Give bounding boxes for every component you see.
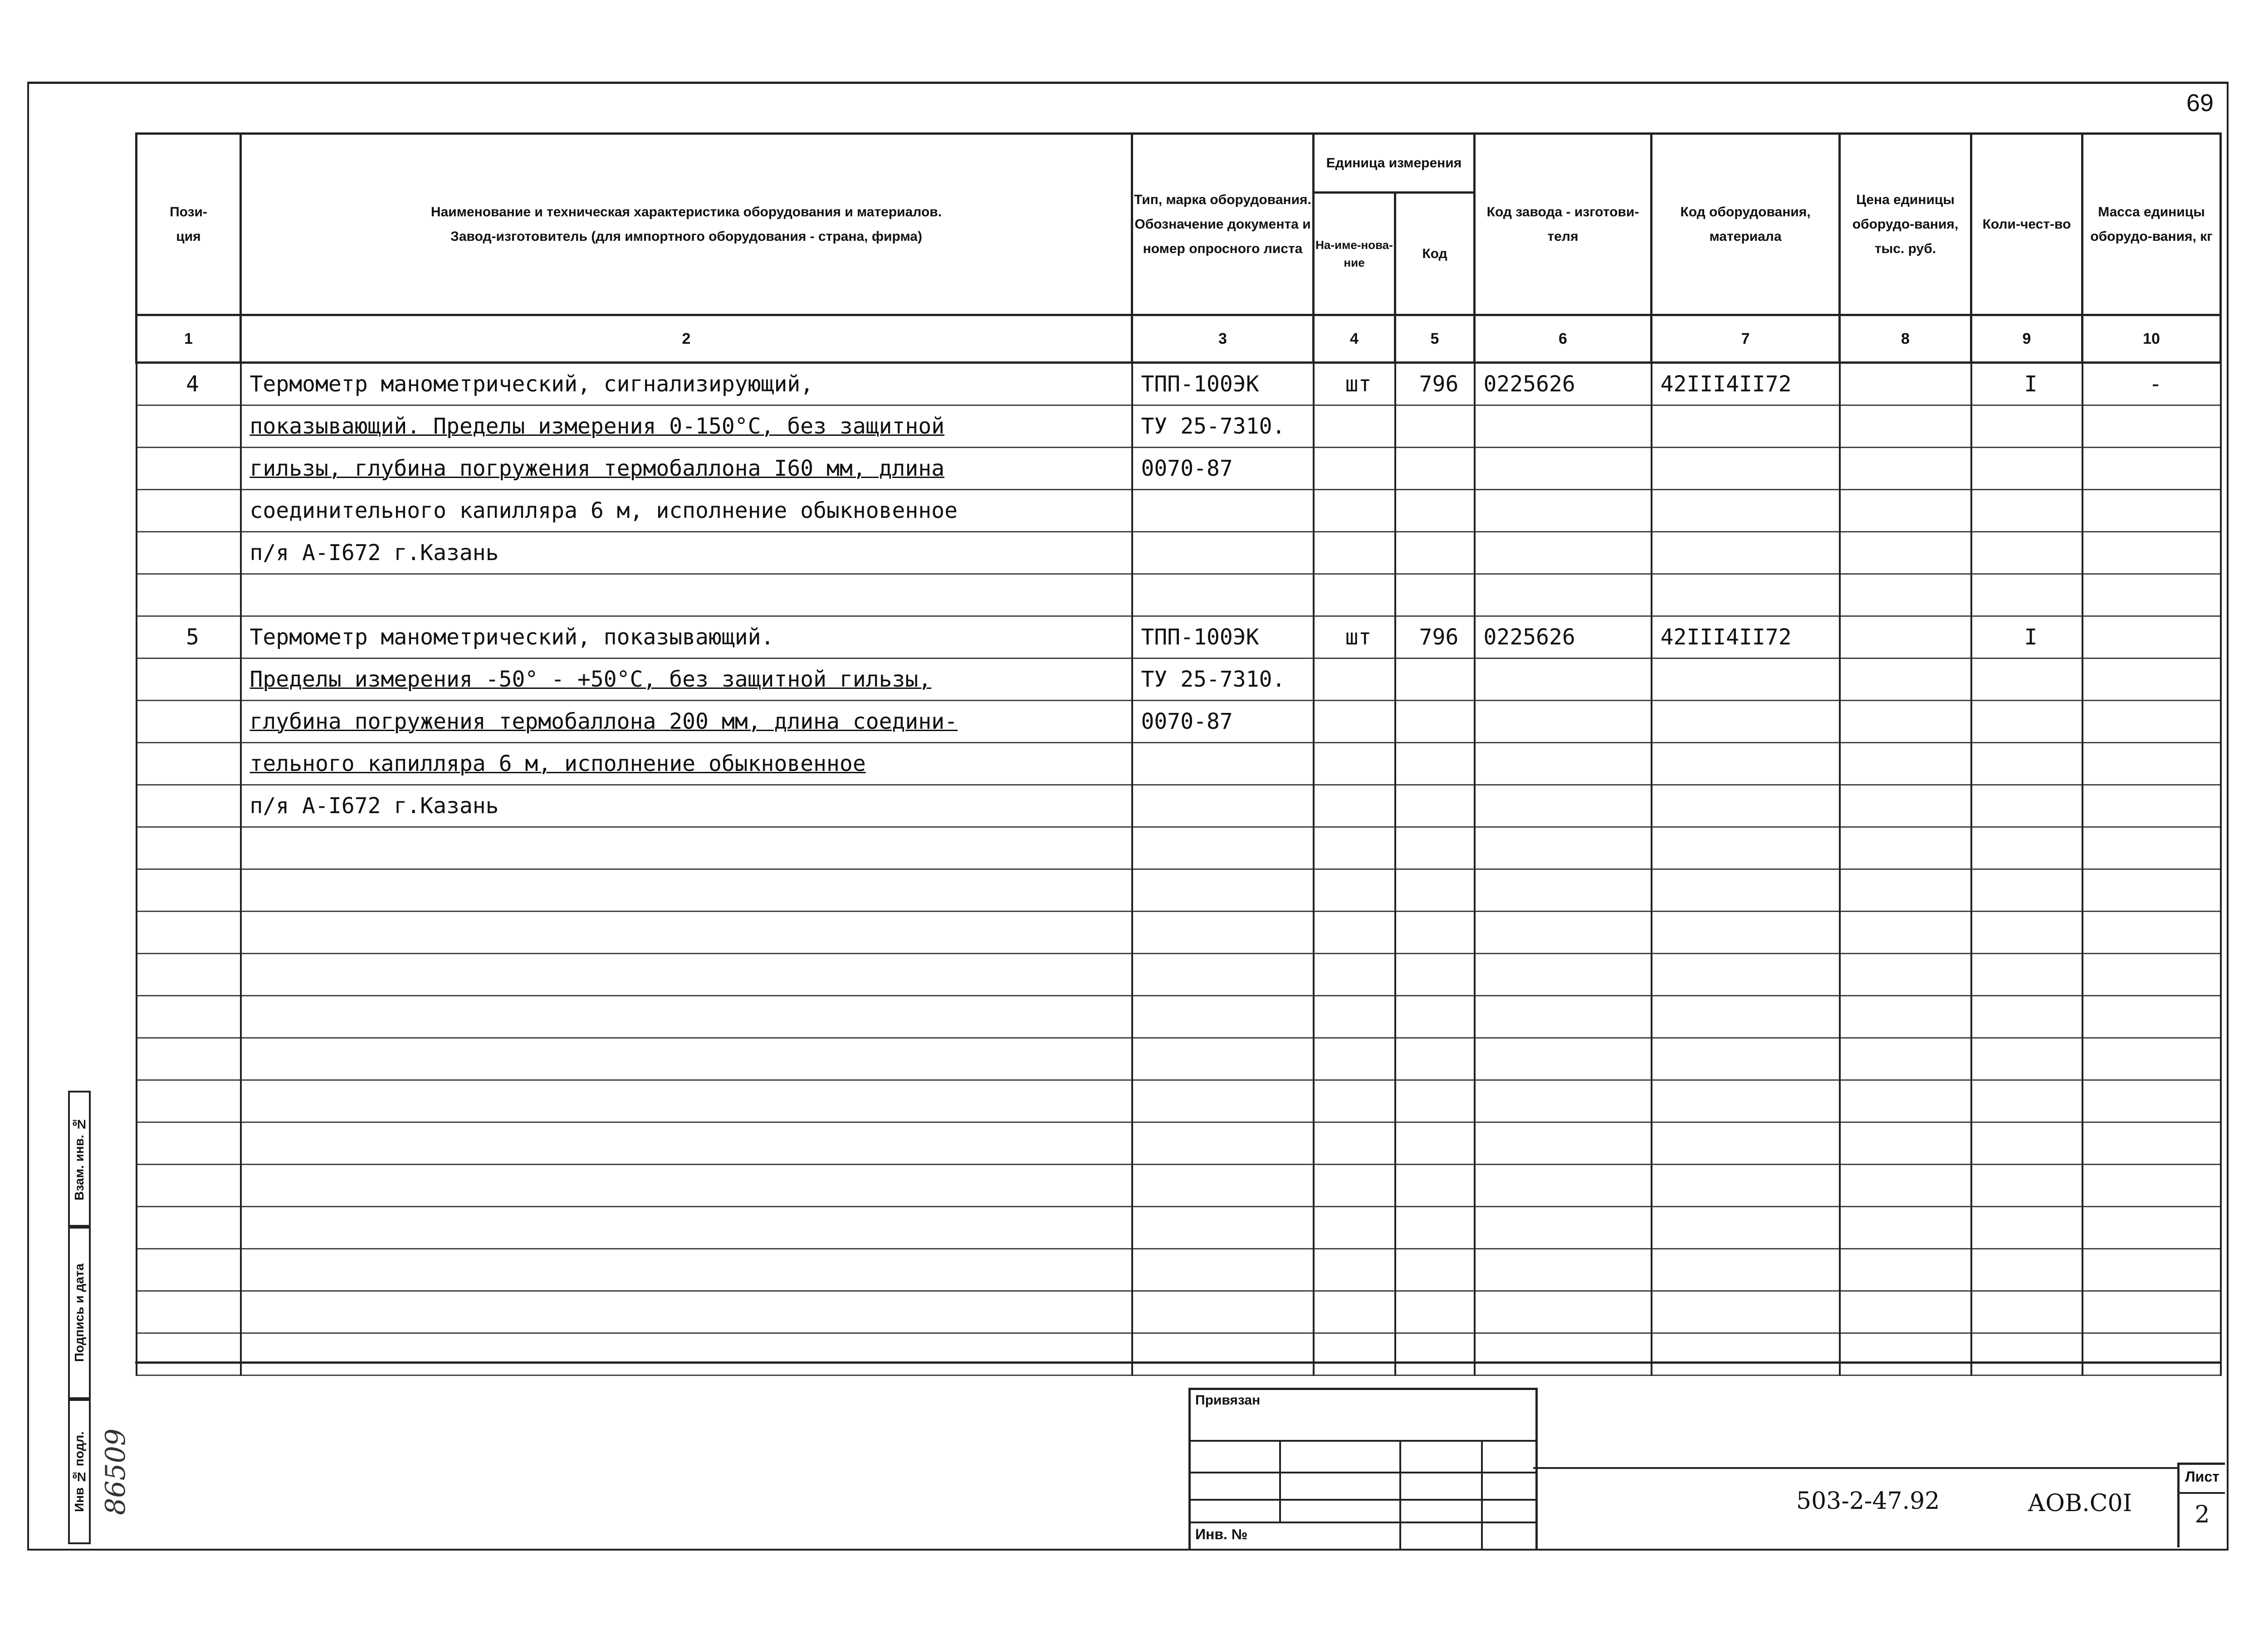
empty-cell [1132, 827, 1314, 869]
empty-cell [1395, 1080, 1475, 1122]
empty-cell [1652, 1122, 1840, 1165]
empty-cell [137, 912, 241, 954]
header-factory-code: Код завода - изготови-теля [1475, 134, 1652, 315]
cell-unit [1314, 743, 1395, 785]
cell-code [1395, 574, 1475, 616]
empty-cell [241, 1165, 1132, 1207]
cell-price [1840, 616, 1971, 658]
empty-cell [1395, 996, 1475, 1038]
empty-row [137, 1249, 2221, 1291]
header-name: Наименование и техническая характеристика оборудования и материалов. Завод-изготовитель (для импортного оборудования - страна, фирма) [241, 134, 1132, 315]
cell-unit [1314, 490, 1395, 532]
empty-cell [1132, 996, 1314, 1038]
cell-equip: 42III4II72 [1652, 616, 1840, 658]
header-type: Тип, марка оборудования. Обозначение документа и номер опросного листа [1132, 134, 1314, 315]
cell-equip [1652, 743, 1840, 785]
empty-cell [1132, 1038, 1314, 1080]
empty-cell [2082, 1207, 2221, 1249]
table-row [137, 448, 2221, 490]
cell-pos: 4 [137, 363, 241, 405]
empty-cell [1314, 1249, 1395, 1291]
cell-type: 0070-87 [1132, 701, 1314, 743]
empty-cell [1314, 1080, 1395, 1122]
table-row [137, 405, 2221, 448]
empty-cell [241, 996, 1132, 1038]
empty-cell [1395, 912, 1475, 954]
cell-desc: п/я А-I672 г.Казань [241, 785, 1132, 827]
col-number: 9 [1971, 315, 2082, 363]
cell-qty: I [1971, 363, 2082, 405]
empty-cell [1652, 912, 1840, 954]
empty-cell [2082, 954, 2221, 996]
empty-cell [241, 1080, 1132, 1122]
cell-type [1132, 490, 1314, 532]
empty-cell [1475, 1080, 1652, 1122]
empty-cell [2082, 1249, 2221, 1291]
cell-type [1132, 785, 1314, 827]
document-mark: АОВ.С0I [2028, 1490, 2132, 1517]
empty-cell [1971, 912, 2082, 954]
empty-cell [1652, 1291, 1840, 1333]
empty-cell [1652, 1038, 1840, 1080]
cell-mass [2082, 616, 2221, 658]
cell-equip [1652, 574, 1840, 616]
empty-cell [137, 869, 241, 912]
cell-price [1840, 785, 1971, 827]
cell-mass [2082, 490, 2221, 532]
cell-code [1395, 658, 1475, 701]
empty-cell [1314, 1038, 1395, 1080]
cell-pos: 5 [137, 616, 241, 658]
specification-table [135, 132, 2222, 1376]
empty-cell [1314, 1122, 1395, 1165]
empty-cell [137, 996, 241, 1038]
empty-cell [241, 1207, 1132, 1249]
header-quantity: Коли-чест-во [1971, 134, 2082, 315]
empty-cell [2082, 1165, 2221, 1207]
empty-row [137, 1165, 2221, 1207]
empty-cell [1840, 996, 1971, 1038]
cell-mass: - [2082, 363, 2221, 405]
empty-cell [137, 827, 241, 869]
empty-cell [241, 1249, 1132, 1291]
cell-pos [137, 701, 241, 743]
table-row [137, 532, 2221, 574]
cell-code [1395, 701, 1475, 743]
empty-cell [1132, 912, 1314, 954]
cell-desc: соединительного капилляра 6 м, исполнение обыкновенное [241, 490, 1132, 532]
empty-cell [1132, 1165, 1314, 1207]
cell-mass [2082, 574, 2221, 616]
empty-cell [241, 912, 1132, 954]
empty-cell [1314, 1165, 1395, 1207]
cell-mass [2082, 405, 2221, 448]
cell-mass [2082, 532, 2221, 574]
cell-desc: Термометр манометрический, сигнализирующий, [241, 363, 1132, 405]
cell-price [1840, 363, 1971, 405]
cell-equip [1652, 701, 1840, 743]
empty-row [137, 1122, 2221, 1165]
empty-cell [241, 1038, 1132, 1080]
cell-equip [1652, 405, 1840, 448]
cell-price [1840, 574, 1971, 616]
header-unit-name: На-име-нова-ние [1314, 193, 1395, 315]
empty-cell [1840, 1249, 1971, 1291]
empty-cell [1840, 1038, 1971, 1080]
cell-equip [1652, 658, 1840, 701]
empty-cell [1395, 1165, 1475, 1207]
cell-type: 0070-87 [1132, 448, 1314, 490]
empty-cell [1314, 827, 1395, 869]
empty-cell [1132, 1249, 1314, 1291]
empty-cell [1971, 827, 2082, 869]
cell-equip [1652, 448, 1840, 490]
table-row [137, 490, 2221, 532]
cell-code [1395, 532, 1475, 574]
header-unit: Единица измерения [1314, 134, 1475, 193]
col-number: 2 [241, 315, 1132, 363]
cell-type: ТУ 25-7310. [1132, 658, 1314, 701]
sheet-number: 2 [2195, 1501, 2210, 1528]
empty-cell [1395, 869, 1475, 912]
cell-price [1840, 701, 1971, 743]
cell-mass [2082, 785, 2221, 827]
empty-cell [1971, 1165, 2082, 1207]
cell-price [1840, 490, 1971, 532]
cell-pos [137, 574, 241, 616]
cell-code [1395, 785, 1475, 827]
cell-qty [1971, 658, 2082, 701]
empty-cell [241, 869, 1132, 912]
empty-cell [1840, 869, 1971, 912]
cell-qty [1971, 532, 2082, 574]
empty-cell [1971, 1038, 2082, 1080]
empty-cell [1395, 1038, 1475, 1080]
empty-cell [1314, 996, 1395, 1038]
cell-type: ТПП-100ЭК [1132, 616, 1314, 658]
cell-qty [1971, 701, 2082, 743]
empty-cell [1475, 996, 1652, 1038]
empty-cell [1314, 869, 1395, 912]
cell-unit [1314, 448, 1395, 490]
empty-cell [137, 1249, 241, 1291]
cell-desc [241, 574, 1132, 616]
table-row [137, 743, 2221, 785]
empty-cell [1971, 954, 2082, 996]
cell-desc: глубина погружения термобаллона 200 мм, длина соедини- [241, 701, 1132, 743]
cell-price [1840, 405, 1971, 448]
empty-cell [1840, 1165, 1971, 1207]
cell-qty [1971, 490, 2082, 532]
empty-cell [1475, 1165, 1652, 1207]
cell-unit [1314, 701, 1395, 743]
sheet-box [2177, 1463, 2225, 1547]
cell-desc: Термометр манометрический, показывающий. [241, 616, 1132, 658]
cell-equip [1652, 532, 1840, 574]
title-block [135, 1361, 2222, 1547]
empty-cell [1395, 1122, 1475, 1165]
col-number: 5 [1395, 315, 1475, 363]
empty-cell [1840, 827, 1971, 869]
cell-mass [2082, 743, 2221, 785]
empty-cell [1840, 912, 1971, 954]
empty-cell [1840, 1207, 1971, 1249]
column-numbers-row [137, 315, 2221, 363]
cell-desc: тельного капилляра 6 м, исполнение обыкновенное [241, 743, 1132, 785]
cell-pos [137, 448, 241, 490]
cell-unit [1314, 658, 1395, 701]
cell-price [1840, 448, 1971, 490]
cell-type [1132, 532, 1314, 574]
stamp-divider [1533, 1467, 2177, 1469]
empty-row [137, 954, 2221, 996]
empty-cell [1314, 912, 1395, 954]
empty-cell [1395, 1249, 1475, 1291]
empty-cell [1652, 1207, 1840, 1249]
header-unit-code: Код [1395, 193, 1475, 315]
cell-code [1395, 743, 1475, 785]
empty-cell [1652, 954, 1840, 996]
cell-code [1395, 490, 1475, 532]
cell-equip [1652, 490, 1840, 532]
cell-unit: шт [1314, 363, 1395, 405]
table-row [137, 616, 2221, 658]
col-number: 3 [1132, 315, 1314, 363]
empty-cell [1840, 954, 1971, 996]
empty-row [137, 869, 2221, 912]
col-number: 6 [1475, 315, 1652, 363]
empty-cell [1132, 1080, 1314, 1122]
cell-desc: гильзы, глубина погружения термобаллона I60 мм, длина [241, 448, 1132, 490]
empty-cell [1971, 1207, 2082, 1249]
empty-cell [1971, 1080, 2082, 1122]
empty-cell [1840, 1291, 1971, 1333]
table-row [137, 574, 2221, 616]
empty-row [137, 1291, 2221, 1333]
empty-cell [2082, 996, 2221, 1038]
cell-type [1132, 574, 1314, 616]
cell-price [1840, 658, 1971, 701]
header-price: Цена единицы оборудо-вания, тыс. руб. [1840, 134, 1971, 315]
cell-unit: шт [1314, 616, 1395, 658]
empty-cell [1475, 1207, 1652, 1249]
empty-cell [1971, 1291, 2082, 1333]
empty-cell [241, 1122, 1132, 1165]
empty-row [137, 996, 2221, 1038]
empty-cell [1132, 1207, 1314, 1249]
cell-desc: Пределы измерения -50° - +50°С, без защитной гильзы, [241, 658, 1132, 701]
privyazan-box [1188, 1388, 1538, 1549]
empty-cell [1652, 869, 1840, 912]
empty-cell [1395, 827, 1475, 869]
cell-pos [137, 658, 241, 701]
cell-equip: 42III4II72 [1652, 363, 1840, 405]
cell-price [1840, 743, 1971, 785]
empty-cell [1132, 869, 1314, 912]
header-position: Пози- ция [137, 134, 241, 315]
col-number: 7 [1652, 315, 1840, 363]
empty-cell [137, 1038, 241, 1080]
cell-qty [1971, 448, 2082, 490]
cell-price [1840, 532, 1971, 574]
empty-cell [137, 1165, 241, 1207]
cell-factory [1475, 743, 1652, 785]
cell-factory [1475, 405, 1652, 448]
col-number: 10 [2082, 315, 2221, 363]
empty-cell [1475, 1249, 1652, 1291]
empty-cell [1475, 1291, 1652, 1333]
inv-number-label: Инв. № [1195, 1526, 1248, 1542]
empty-row [137, 1207, 2221, 1249]
cell-desc: показывающий. Пределы измерения 0-150°С, без защитной [241, 405, 1132, 448]
cell-unit [1314, 785, 1395, 827]
empty-cell [1475, 954, 1652, 996]
empty-cell [2082, 912, 2221, 954]
cell-code: 796 [1395, 363, 1475, 405]
cell-qty [1971, 785, 2082, 827]
empty-row [137, 1038, 2221, 1080]
col-number: 1 [137, 315, 241, 363]
table-row [137, 701, 2221, 743]
empty-cell [1652, 1165, 1840, 1207]
cell-factory [1475, 490, 1652, 532]
cell-factory [1475, 658, 1652, 701]
empty-cell [1652, 1080, 1840, 1122]
empty-cell [2082, 1122, 2221, 1165]
empty-row [137, 912, 2221, 954]
cell-factory [1475, 448, 1652, 490]
table-row [137, 658, 2221, 701]
empty-cell [2082, 827, 2221, 869]
cell-qty [1971, 405, 2082, 448]
cell-factory [1475, 785, 1652, 827]
empty-cell [1314, 954, 1395, 996]
inv-number-handwritten: 86509 [100, 1429, 132, 1515]
empty-cell [1652, 1249, 1840, 1291]
empty-row [137, 827, 2221, 869]
empty-cell [1840, 1080, 1971, 1122]
col-number: 8 [1840, 315, 1971, 363]
cell-desc: п/я А-I672 г.Казань [241, 532, 1132, 574]
empty-cell [1314, 1207, 1395, 1249]
empty-cell [241, 1291, 1132, 1333]
cell-mass [2082, 448, 2221, 490]
cell-pos [137, 743, 241, 785]
cell-pos [137, 532, 241, 574]
cell-pos [137, 785, 241, 827]
empty-cell [1652, 827, 1840, 869]
cell-pos [137, 405, 241, 448]
empty-cell [2082, 1291, 2221, 1333]
cell-unit [1314, 405, 1395, 448]
table-row [137, 363, 2221, 405]
document-code: 503-2-47.92 [1796, 1488, 1940, 1515]
cell-type: ТПП-100ЭК [1132, 363, 1314, 405]
empty-cell [1475, 1038, 1652, 1080]
empty-cell [1395, 954, 1475, 996]
cell-qty [1971, 574, 2082, 616]
cell-factory [1475, 701, 1652, 743]
cell-qty: I [1971, 616, 2082, 658]
cell-factory [1475, 574, 1652, 616]
col-number: 4 [1314, 315, 1395, 363]
cell-factory: 0225626 [1475, 616, 1652, 658]
header-equipment-code: Код оборудования, материала [1652, 134, 1840, 315]
empty-cell [1132, 1291, 1314, 1333]
vzam-inv-label: Взам. инв. № [72, 1117, 86, 1200]
empty-cell [137, 1207, 241, 1249]
empty-cell [1395, 1207, 1475, 1249]
empty-cell [2082, 869, 2221, 912]
sheet-label: Лист [2185, 1468, 2219, 1485]
cell-code: 796 [1395, 616, 1475, 658]
cell-mass [2082, 658, 2221, 701]
cell-factory [1475, 532, 1652, 574]
empty-cell [2082, 1080, 2221, 1122]
empty-cell [1475, 827, 1652, 869]
empty-cell [137, 1122, 241, 1165]
empty-cell [2082, 1038, 2221, 1080]
empty-cell [1971, 1249, 2082, 1291]
empty-cell [137, 1080, 241, 1122]
empty-cell [1971, 996, 2082, 1038]
empty-cell [1475, 1122, 1652, 1165]
empty-cell [1840, 1122, 1971, 1165]
cell-code [1395, 448, 1475, 490]
cell-code [1395, 405, 1475, 448]
cell-type [1132, 743, 1314, 785]
cell-mass [2082, 701, 2221, 743]
cell-type: ТУ 25-7310. [1132, 405, 1314, 448]
signature-date-label: Подпись и дата [72, 1263, 86, 1362]
empty-cell [1395, 1291, 1475, 1333]
empty-cell [1314, 1291, 1395, 1333]
cell-unit [1314, 532, 1395, 574]
cell-unit [1314, 574, 1395, 616]
cell-qty [1971, 743, 2082, 785]
empty-cell [1652, 996, 1840, 1038]
header-mass: Масса единицы оборудо-вания, кг [2082, 134, 2221, 315]
cell-pos [137, 490, 241, 532]
cell-equip [1652, 785, 1840, 827]
empty-cell [241, 827, 1132, 869]
empty-cell [241, 954, 1132, 996]
empty-cell [1475, 912, 1652, 954]
table-row [137, 785, 2221, 827]
empty-cell [137, 954, 241, 996]
empty-cell [1132, 954, 1314, 996]
empty-cell [137, 1291, 241, 1333]
page-number: 69 [2186, 89, 2214, 117]
empty-cell [1971, 1122, 2082, 1165]
empty-row [137, 1080, 2221, 1122]
empty-cell [1475, 869, 1652, 912]
privyazan-label: Привязан [1195, 1393, 1261, 1408]
empty-cell [1132, 1122, 1314, 1165]
cell-factory: 0225626 [1475, 363, 1652, 405]
inv-podl-label: Инв № подл. [72, 1431, 86, 1512]
empty-cell [1971, 869, 2082, 912]
